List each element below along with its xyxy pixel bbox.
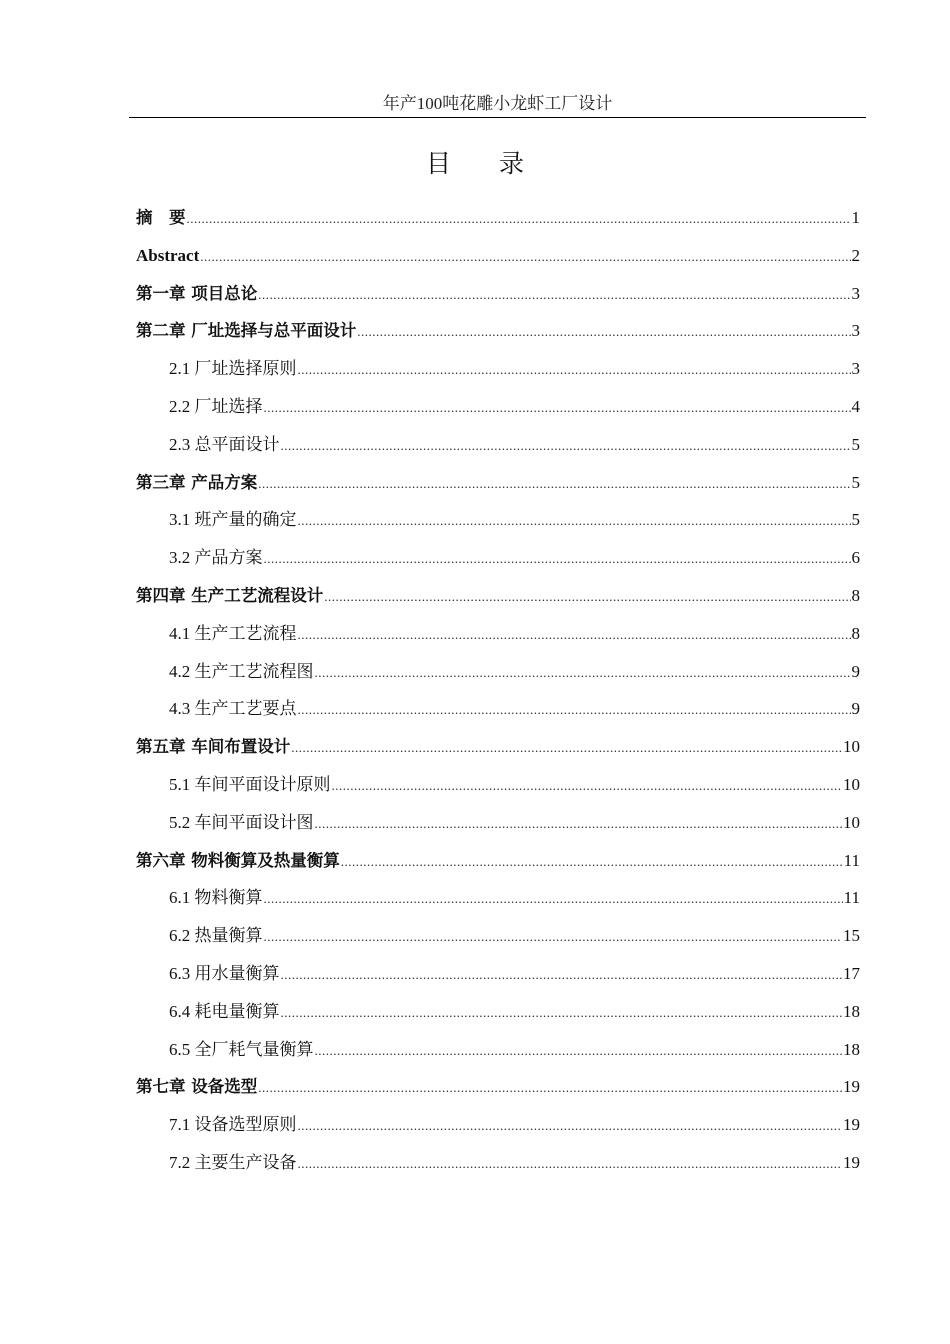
- toc-entry-page: 10: [843, 812, 860, 832]
- toc-entry-page: 8: [851, 585, 860, 605]
- toc-entry-label: Abstract: [136, 245, 200, 265]
- toc-entry-label: 第一章 项目总论: [136, 283, 258, 303]
- toc-entry-label: 6.3 用水量衡算: [169, 963, 280, 983]
- toc-entry-label: 6.1 物料衡算: [169, 888, 263, 908]
- toc-entry-page: 11: [843, 850, 860, 870]
- toc-entry-label: 4.2 生产工艺流程图: [169, 661, 314, 681]
- toc-entry[interactable]: [136, 766, 860, 804]
- toc-dot-leader: [298, 502, 851, 540]
- toc-dot-leader: [264, 880, 843, 918]
- toc-entry-label: 第七章 设备选型: [136, 1077, 258, 1097]
- toc-entry-label: 摘 要: [136, 208, 186, 227]
- toc-entry[interactable]: [136, 653, 860, 691]
- toc-entry[interactable]: [136, 1068, 860, 1106]
- toc-dot-leader: [291, 729, 842, 767]
- toc-entry-page: 17: [843, 963, 860, 983]
- toc-entry[interactable]: [136, 577, 860, 615]
- toc-entry-label: 2.3 总平面设计: [169, 434, 280, 454]
- toc-entry-label: 6.2 热量衡算: [169, 926, 263, 946]
- toc-dot-leader: [281, 427, 851, 465]
- toc-entry[interactable]: [136, 199, 860, 237]
- toc-dot-leader: [264, 540, 851, 578]
- toc-dot-leader: [324, 578, 850, 616]
- toc-dot-leader: [298, 351, 851, 389]
- toc-entry-page: 5: [851, 510, 860, 530]
- toc-entry-label: 第六章 物料衡算及热量衡算: [136, 850, 340, 870]
- toc-entry[interactable]: [136, 1144, 860, 1182]
- toc-entry[interactable]: [136, 464, 860, 502]
- toc-entry-label: 3.2 产品方案: [169, 548, 263, 568]
- toc-entry-page: 3: [851, 283, 860, 303]
- toc-entry[interactable]: [136, 1031, 860, 1069]
- toc-list: [136, 199, 860, 1182]
- toc-entry[interactable]: [136, 501, 860, 539]
- toc-dot-leader: [298, 616, 851, 654]
- toc-entry[interactable]: [136, 879, 860, 917]
- toc-entry-label: 第三章 产品方案: [136, 472, 258, 492]
- toc-entry-page: 9: [851, 661, 860, 681]
- toc-entry-label: 5.2 车间平面设计图: [169, 812, 314, 832]
- toc-entry-page: 5: [851, 472, 860, 492]
- toc-entry-page: 2: [851, 245, 860, 265]
- toc-dot-leader: [332, 767, 843, 805]
- toc-entry-label: 第五章 车间布置设计: [136, 737, 291, 757]
- toc-entry-page: 15: [843, 926, 860, 946]
- toc-dot-leader: [315, 1032, 843, 1070]
- toc-dot-leader: [258, 465, 850, 503]
- toc-dot-leader: [264, 918, 843, 956]
- toc-entry-page: 3: [851, 359, 860, 379]
- toc-entry-label: 4.1 生产工艺流程: [169, 623, 297, 643]
- toc-dot-leader: [357, 313, 850, 351]
- toc-dot-leader: [187, 200, 851, 238]
- toc-entry[interactable]: [136, 615, 860, 653]
- toc-entry[interactable]: [136, 993, 860, 1031]
- toc-entry-label: 第四章 生产工艺流程设计: [136, 585, 324, 605]
- toc-entry-label: 2.1 厂址选择原则: [169, 359, 297, 379]
- toc-entry-label: 4.3 生产工艺要点: [169, 699, 297, 719]
- toc-entry[interactable]: [136, 539, 860, 577]
- toc-dot-leader: [281, 956, 843, 994]
- toc-entry[interactable]: [136, 955, 860, 993]
- toc-entry-page: 3: [851, 321, 860, 341]
- toc-dot-leader: [200, 238, 850, 276]
- toc-entry-label: 5.1 车间平面设计原则: [169, 774, 331, 794]
- toc-dot-leader: [315, 805, 843, 843]
- toc-entry[interactable]: [136, 388, 860, 426]
- toc-entry-page: 5: [851, 434, 860, 454]
- toc-entry-label: 7.1 设备选型原则: [169, 1115, 297, 1135]
- page-header: [129, 92, 866, 118]
- toc-entry-page: 11: [843, 888, 860, 908]
- toc-dot-leader: [281, 994, 843, 1032]
- toc-entry[interactable]: [136, 917, 860, 955]
- toc-entry[interactable]: [136, 350, 860, 388]
- toc-entry-page: 10: [843, 774, 860, 794]
- toc-entry-label: 6.5 全厂耗气量衡算: [169, 1039, 314, 1059]
- toc-entry[interactable]: [136, 728, 860, 766]
- toc-entry[interactable]: [136, 312, 860, 350]
- toc-entry[interactable]: [136, 690, 860, 728]
- toc-entry[interactable]: [136, 842, 860, 880]
- toc-entry-page: 19: [843, 1115, 860, 1135]
- toc-entry-label: 7.2 主要生产设备: [169, 1152, 297, 1172]
- toc-entry-page: 18: [843, 1001, 860, 1021]
- toc-entry-page: 6: [851, 548, 860, 568]
- toc-dot-leader: [258, 1069, 842, 1107]
- toc-entry-page: 8: [851, 623, 860, 643]
- toc-entry-page: 18: [843, 1039, 860, 1059]
- toc-dot-leader: [341, 843, 843, 881]
- toc-dot-leader: [315, 654, 851, 692]
- header-title: 年产100吨花雕小龙虾工厂设计: [382, 94, 613, 113]
- toc-entry-label: 第二章 厂址选择与总平面设计: [136, 321, 357, 341]
- toc-entry-label: 2.2 厂址选择: [169, 396, 263, 416]
- toc-entry[interactable]: [136, 275, 860, 313]
- toc-dot-leader: [298, 691, 851, 729]
- toc-entry-label: 3.1 班产量的确定: [169, 510, 297, 530]
- toc-dot-leader: [258, 276, 850, 314]
- toc-entry-page: 19: [843, 1077, 860, 1097]
- toc-entry-page: 1: [851, 208, 860, 227]
- toc-entry-page: 4: [851, 396, 860, 416]
- toc-entry-page: 10: [843, 737, 860, 757]
- toc-entry[interactable]: [136, 426, 860, 464]
- toc-dot-leader: [298, 1107, 843, 1145]
- toc-entry[interactable]: [136, 804, 860, 842]
- toc-dot-leader: [264, 389, 851, 427]
- toc-entry-label: 6.4 耗电量衡算: [169, 1001, 280, 1021]
- toc-entry[interactable]: [136, 1106, 860, 1144]
- toc-entry[interactable]: [136, 237, 860, 275]
- toc-title: 目录: [425, 149, 572, 178]
- toc-dot-leader: [298, 1145, 843, 1183]
- toc-entry-page: 9: [851, 699, 860, 719]
- toc-entry-page: 19: [843, 1152, 860, 1172]
